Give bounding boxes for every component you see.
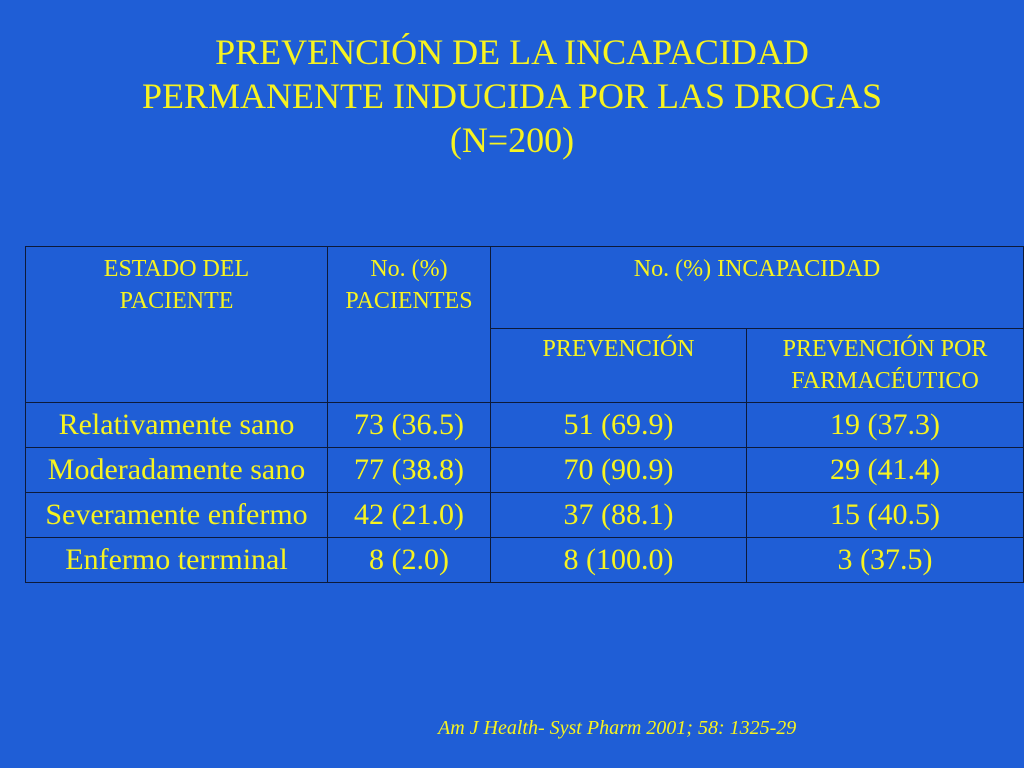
cell-farmaceutico: 29 (41.4) <box>747 448 1024 493</box>
header-pacientes <box>328 247 491 403</box>
cell-pacientes: 73 (36.5) <box>328 403 491 448</box>
title-line-2: PERMANENTE INDUCIDA POR LAS DROGAS <box>141 76 883 116</box>
cell-prevencion: 70 (90.9) <box>491 448 747 493</box>
citation: Am J Health- Syst Pharm 2001; 58: 1325-29 <box>438 717 797 739</box>
header-estado-line-1: ESTADO DEL <box>103 256 250 282</box>
cell-pacientes: 77 (38.8) <box>328 448 491 493</box>
header-prevencion-label: PREVENCIÓN <box>542 336 695 362</box>
cell-farmaceutico: 15 (40.5) <box>747 493 1024 538</box>
cell-pacientes: 8 (2.0) <box>328 538 491 583</box>
cell-estado: Moderadamente sano <box>26 448 328 493</box>
table-row <box>26 448 1024 493</box>
cell-estado: Relativamente sano <box>26 403 328 448</box>
header-incapacidad-label: No. (%) INCAPACIDAD <box>633 256 881 282</box>
title-line-3: (N=200) <box>449 120 575 160</box>
table-row <box>26 538 1024 583</box>
cell-pacientes: 42 (21.0) <box>328 493 491 538</box>
header-farmaceutico-line-1: PREVENCIÓN POR <box>782 336 988 362</box>
table-row <box>26 493 1024 538</box>
cell-farmaceutico: 19 (37.3) <box>747 403 1024 448</box>
header-pacientes-line-1: No. (%) <box>370 256 448 282</box>
table-row <box>26 403 1024 448</box>
header-estado-line-2: PACIENTE <box>119 288 234 314</box>
header-incapacidad <box>491 247 1024 329</box>
cell-prevencion: 51 (69.9) <box>491 403 747 448</box>
cell-prevencion: 8 (100.0) <box>491 538 747 583</box>
cell-farmaceutico: 3 (37.5) <box>747 538 1024 583</box>
data-table <box>25 246 1024 583</box>
header-estado <box>26 247 328 403</box>
slide-title <box>0 30 1024 162</box>
title-line-1: PREVENCIÓN DE LA INCAPACIDAD <box>215 32 809 72</box>
header-farmaceutico-line-2: FARMACÉUTICO <box>791 368 979 394</box>
cell-prevencion: 37 (88.1) <box>491 493 747 538</box>
cell-estado: Severamente enfermo <box>26 493 328 538</box>
header-pacientes-line-2: PACIENTES <box>345 288 473 314</box>
header-farmaceutico <box>747 329 1024 403</box>
header-prevencion <box>491 329 747 403</box>
cell-estado: Enfermo terrminal <box>26 538 328 583</box>
